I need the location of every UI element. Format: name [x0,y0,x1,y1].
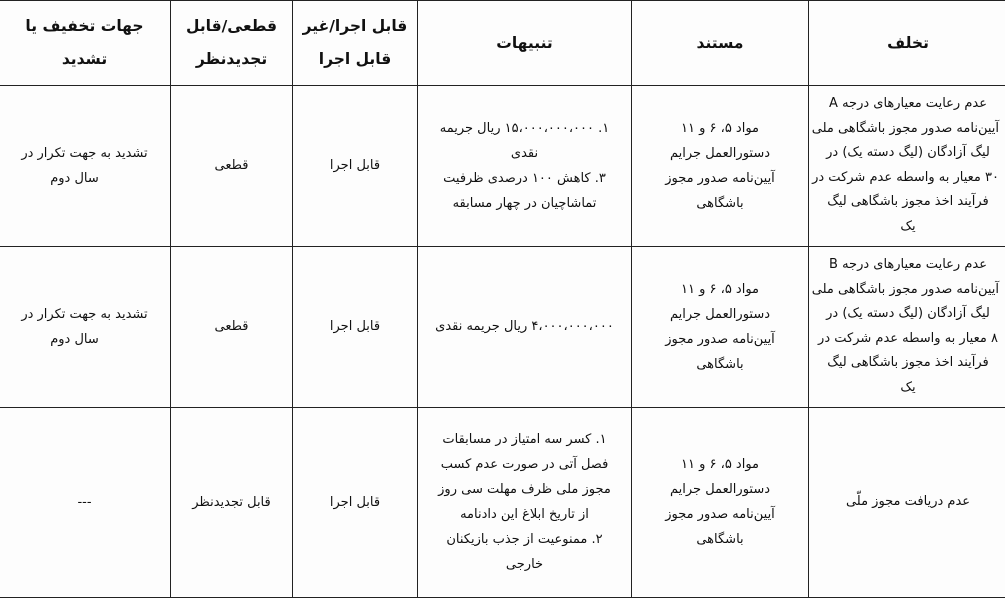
header-penalties-label: تنبیهات [426,27,623,60]
violation-line: لیگ آزادگان (لیگ دسته یک) در [817,302,999,327]
violation-line: فرآیند اخذ مجوز باشگاهی لیگ [817,351,999,376]
document-line: آیین‌نامه صدور مجوز [640,166,800,191]
table-row [0,86,1005,247]
enforceability-cell [293,407,418,597]
finality-cell [171,407,293,597]
header-direction-line: جهات تخفیف یا [7,10,162,43]
direction-line: سال دوم [7,327,162,352]
violation-line: آیین‌نامه صدور مجوز باشگاهی ملی [817,117,999,142]
header-document [632,1,809,86]
document-line: دستورالعمل جرایم [640,141,800,166]
penalty-line: نقدی [426,141,623,166]
document-cell [632,86,809,247]
header-enforceability [293,1,418,86]
direction-line: سال دوم [7,166,162,191]
enforceability-cell [293,246,418,407]
violation-line: لیگ آزادگان (لیگ دسته یک) در [817,141,999,166]
finality-value: قابل تجدیدنظر [179,490,284,515]
document-line: مواد ۵، ۶ و ۱۱ [640,452,800,477]
violation-line: عدم دریافت مجوز ملّی [817,490,999,515]
header-finality [171,1,293,86]
enforceability-value: قابل اجرا [301,314,409,339]
document-line: آیین‌نامه صدور مجوز [640,327,800,352]
penalty-line: خارجی [426,552,623,577]
header-direction-line: تشدید [7,43,162,76]
violation-line: ۸ معیار به واسطه عدم شرکت در [817,327,999,352]
violation-cell [809,407,1005,597]
table-row [0,407,1005,597]
violation-line: فرآیند اخذ مجوز باشگاهی لیگ [817,190,999,215]
document-cell [632,407,809,597]
document-line: باشگاهی [640,352,800,377]
header-enforceability-line: قابل اجرا/غیر [301,10,409,43]
penalty-line: ۲. ممنوعیت از جذب بازیکنان [426,527,623,552]
header-finality-line: قطعی/قابل [179,10,284,43]
penalty-cell [418,407,632,597]
finality-cell [171,86,293,247]
penalty-line: ۱. ۱۵،۰۰۰،۰۰۰،۰۰۰ ریال جریمه [426,116,623,141]
direction-cell [0,246,171,407]
violation-line: عدم رعایت معیارهای درجه A [817,92,999,117]
penalty-line: تماشاچیان در چهار مسابقه [426,191,623,216]
document-line: باشگاهی [640,191,800,216]
document-line: مواد ۵، ۶ و ۱۱ [640,116,800,141]
header-finality-line: تجدیدنظر [179,43,284,76]
direction-line: تشدید به جهت تکرار در [7,302,162,327]
penalty-cell [418,86,632,247]
enforceability-value: قابل اجرا [301,153,409,178]
finality-value: قطعی [179,153,284,178]
direction-line: --- [7,490,162,515]
violation-line: آیین‌نامه صدور مجوز باشگاهی ملی [817,278,999,303]
table-row [0,246,1005,407]
penalty-line: مجوز ملی ظرف مهلت سی روز [426,477,623,502]
violation-line: یک [817,215,999,240]
document-line: باشگاهی [640,527,800,552]
header-enforceability-line: قابل اجرا [301,43,409,76]
document-line: مواد ۵، ۶ و ۱۱ [640,277,800,302]
finality-value: قطعی [179,314,284,339]
direction-cell [0,86,171,247]
penalty-line: ۱. کسر سه امتیاز در مسابقات [426,427,623,452]
violation-cell [809,246,1005,407]
document-cell [632,246,809,407]
violation-line: یک [817,376,999,401]
document-line: آیین‌نامه صدور مجوز [640,502,800,527]
penalty-cell [418,246,632,407]
violation-line: عدم رعایت معیارهای درجه B [817,253,999,278]
direction-cell [0,407,171,597]
direction-line: تشدید به جهت تکرار در [7,141,162,166]
header-penalties [418,1,632,86]
document-line: دستورالعمل جرایم [640,477,800,502]
header-direction [0,1,171,86]
violation-line: ۳۰ معیار به واسطه عدم شرکت در [817,166,999,191]
header-violation-label: تخلف [817,27,999,60]
finality-cell [171,246,293,407]
penalty-line: ۳. کاهش ۱۰۰ درصدی ظرفیت [426,166,623,191]
enforceability-cell [293,86,418,247]
enforceability-value: قابل اجرا [301,490,409,515]
penalty-line: از تاریخ ابلاغ این دادنامه [426,502,623,527]
penalty-line: ۴،۰۰۰،۰۰۰،۰۰۰ ریال جریمه نقدی [426,314,623,339]
violation-cell [809,86,1005,247]
document-line: دستورالعمل جرایم [640,302,800,327]
header-row [0,1,1005,86]
header-violation [809,1,1005,86]
header-document-label: مستند [640,27,800,60]
penalty-line: فصل آتی در صورت عدم کسب [426,452,623,477]
